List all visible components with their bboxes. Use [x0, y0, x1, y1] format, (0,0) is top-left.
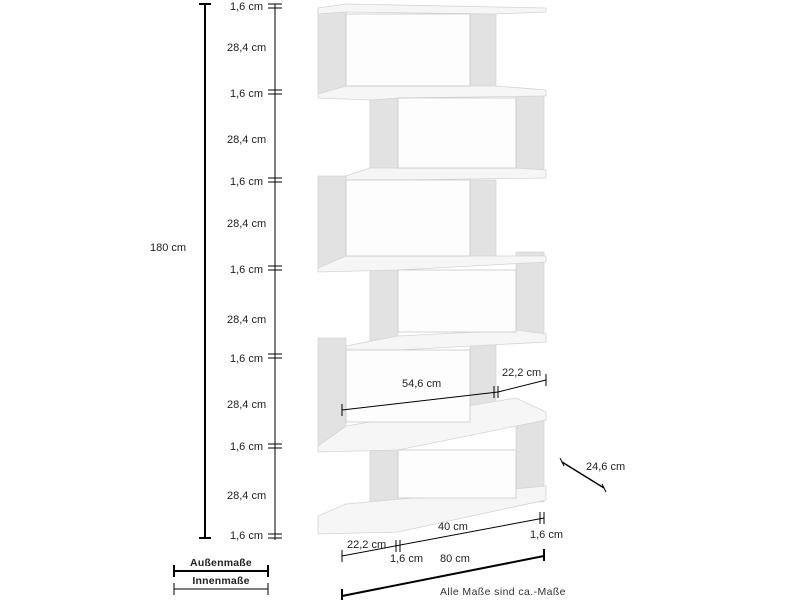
board-thickness-label: 1,6 cm: [230, 441, 264, 453]
gap-height-label: 28,4 cm: [227, 490, 267, 502]
base-board-label: 1,6 cm: [530, 529, 564, 541]
side-width-label: 22,2 cm: [502, 367, 542, 379]
total-height-label: 180 cm: [150, 242, 187, 254]
depth-label: 24,6 cm: [586, 461, 626, 473]
gap-height-label: 28,4 cm: [227, 134, 267, 146]
footnote: Alle Maße sind ca.-Maße: [440, 586, 566, 598]
legend-outer-label: Außenmaße: [190, 557, 252, 569]
gap-height-label: 28,4 cm: [227, 314, 267, 326]
legend-inner-label: Innenmaße: [192, 575, 250, 587]
inner-width-label: 54,6 cm: [402, 378, 442, 390]
bookshelf-illustration: [318, 4, 546, 534]
board-thickness-label: 1,6 cm: [230, 176, 264, 188]
board-thickness-label: 1,6 cm: [230, 1, 264, 13]
gap-height-label: 28,4 cm: [227, 42, 267, 54]
overall-width-label: 80 cm: [440, 553, 470, 565]
gap-height-label: 28,4 cm: [227, 399, 267, 411]
base-board-label: 1,6 cm: [390, 553, 424, 565]
board-thickness-label: 1,6 cm: [230, 264, 264, 276]
base-middle-label: 40 cm: [438, 521, 468, 533]
board-thickness-label: 1,6 cm: [230, 88, 264, 100]
board-thickness-label: 1,6 cm: [230, 353, 264, 365]
board-thickness-label: 1,6 cm: [230, 530, 264, 542]
base-left-label: 22,2 cm: [347, 539, 387, 551]
gap-height-label: 28,4 cm: [227, 218, 267, 230]
